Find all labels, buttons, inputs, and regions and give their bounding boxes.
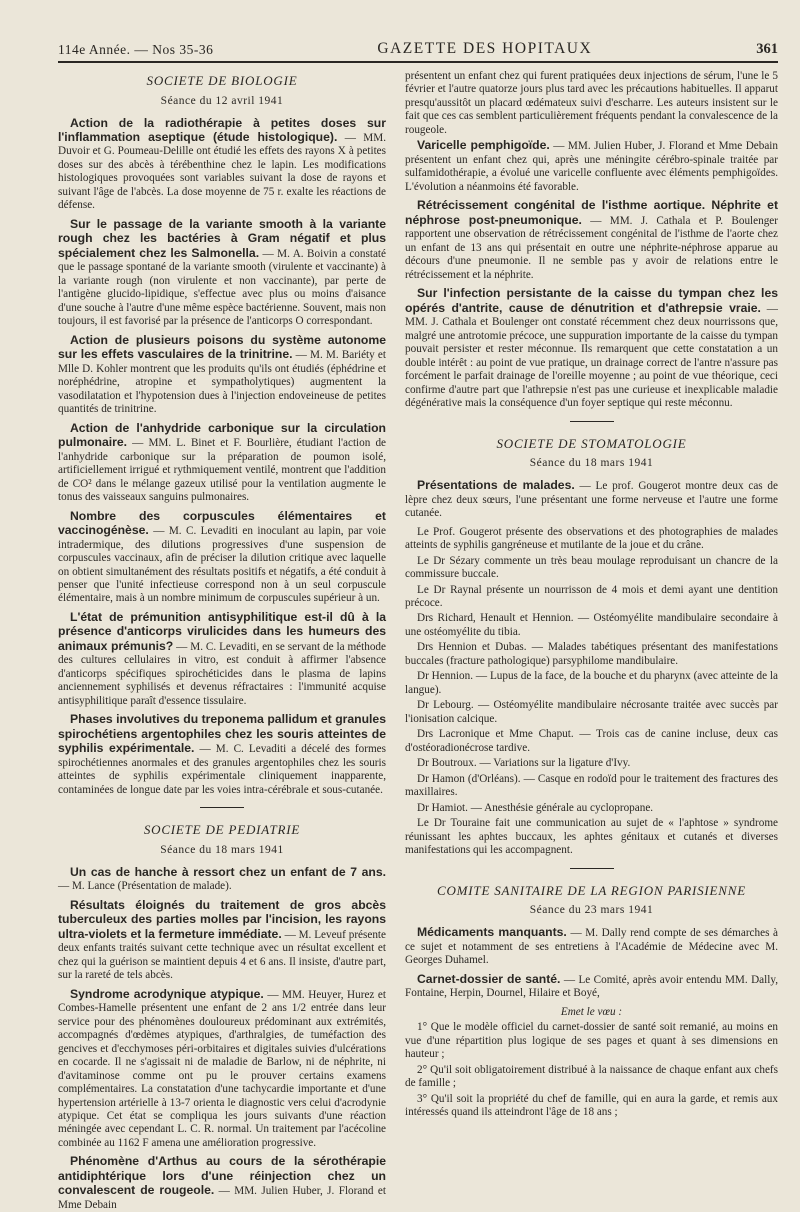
page-number: 361 xyxy=(756,41,778,57)
entry-body: — MM. L. Binet et F. Bourlière, étudiant l'action de l'anhydride carbonique sur la préparation de poumon isolé, artificiellement irrigué et rythmiquement ventilé, montrent que l'addition de CO² dans le mélange gazeux utilisé pour la ventilation augmente le tonus des vaisseaux sanguins pulmonaires. xyxy=(58,437,386,504)
article-entry xyxy=(405,479,778,520)
entry-body: — MM. J. Cathala et Boulenger ont constaté récemment chez deux nourrissons que, malgré une antrotomie précoce, une suppuration importante de la caisse du tympan pouvait persister et rester méconnue. Ils remarquent que cette constatation a un double intérêt : au point de vue pratique, un drainage correct de l'antre n'assure pas forcément le parfait drainage de l'oreille moyenne ; au point de vue théorique, ceci confirme d'autre part que l'athrepsie n'est pas une curieuse et inexplicable maladie dégénérative mais la conséquence d'un foyer septique qui reste méconnu. xyxy=(405,302,778,410)
article-entry xyxy=(58,510,386,606)
left-column xyxy=(58,70,387,1211)
article-entry xyxy=(58,218,386,329)
paragraph: Le Prof. Gougerot présente des observations et des photographies de malades atteints de syphilis gangréneuse et mutilante de la joue et du crâne. xyxy=(405,525,778,552)
entry-title: Phénomène d'Arthus au cours de la sérothérapie antidiphtérique lors d'une réinjection chez un convalescent de rougeole. xyxy=(58,1154,386,1198)
article-entry xyxy=(58,899,386,983)
session-date: Séance du 18 mars 1941 xyxy=(160,843,284,856)
section-title: COMITE SANITAIRE DE LA REGION PARISIENNE xyxy=(437,882,746,898)
article-entry xyxy=(405,287,778,410)
entry-title: Carnet-dossier de santé. xyxy=(417,971,561,986)
entry-body: — MM. J. Cathala et P. Boulenger rapportent une observation de rétrécissement congénital de l'isthme de l'aorte chez un enfant de 13 ans qui présentait en outre une néphrite-néphrose apparue au décours d'une pneumonie. Il ne semble pas y avoir de relations entre le rétrécissement et la néphrite. xyxy=(405,214,779,281)
article-entry xyxy=(58,117,386,213)
entry-title: Phases involutives du treponema pallidum et granules spirochétiens argentophiles chez les souris atteintes de syphilis expérimentale. xyxy=(58,712,386,756)
entry-body: — MM. Duvoir et G. Poumeau-Delille ont étudié les effets des rayons X à petites doses sur des abcès à térébenthine chez le lapin. Les modifications histologiques provoquées sont variables suivant la dose de rayons et suivant l'âge de l'abcès. La dose moyenne de 75 r. exalte les réactions de défense. xyxy=(58,131,386,212)
resolution-heading: Emet le vœu : xyxy=(560,1005,623,1018)
article-entry xyxy=(58,1155,386,1212)
issue-number: 114e Année. — Nos 35-36 xyxy=(58,42,214,57)
entry-title: Syndrome acrodynique atypique. xyxy=(70,986,264,1001)
paragraph: Drs Hennion et Dubas. — Malades tabétiques présentant des manifestations buccales (fracture pathologique) parsyphilome mandibulaire. xyxy=(405,641,778,667)
article-entry xyxy=(58,988,386,1151)
paragraph: 3° Qu'il soit la propriété du chef de famille, qui en aura la garde, et remis aux intéressés quand ils atteindront l'âge de 18 ans ; xyxy=(405,1092,778,1119)
entry-body: — M. M. Bariéty et Mlle D. Kohler montrent que les produits qu'ils ont étudiés (éphédrine et noréphédrine, atropine et sympatholytiques) augmentent la vasodilatation et l'hypotension dues à l'injection endoveineuse de petites quantités de trinitrine. xyxy=(58,349,386,416)
entry-title: Médicaments manquants. xyxy=(417,925,567,940)
article-entry xyxy=(405,926,778,967)
paragraph: Dr Hennion. — Lupus de la face, de la bouche et du pharynx (avec atteinte de la langue). xyxy=(405,670,778,696)
paragraph: 2° Qu'il soit obligatoirement distribué à la naissance de chaque enfant aux chefs de famille ; xyxy=(405,1063,778,1090)
article-entry xyxy=(58,713,386,797)
entry-title: Action de l'anhydride carbonique sur la circulation pulmonaire. xyxy=(58,420,386,450)
entry-body: — M. Lance (Présentation de malade). xyxy=(58,880,232,893)
entry-title: Nombre des corpuscules élémentaires et vaccinogénèse. xyxy=(58,508,386,538)
right-column xyxy=(405,70,778,1128)
session-date: Séance du 12 avril 1941 xyxy=(160,94,284,107)
session-date: Séance du 23 mars 1941 xyxy=(529,904,654,917)
entry-body: — M. A. Boivin a constaté que le passage spontané de la variante smooth (virulente et vaccinante) à la variante rough (non virulente et non vaccinante), par perte de l'antigène glucido-lipidique, s'effectue avec plus ou moins d'aisance d'une souche à l'autre d'une même espèce bactérienne. Souvent, mais non toujours, il est favorisé par la présence de l'anticorps O correspondant. xyxy=(58,247,386,328)
entry-body: — MM. Julien Huber, J. Florand et Mme Debain xyxy=(58,1185,387,1211)
article-entry xyxy=(58,866,386,894)
paragraph: Drs Richard, Henault et Hennion. — Ostéomyélite mandibulaire secondaire à une ostéomyélite du tibia. xyxy=(405,612,778,638)
entry-body: — M. C. Levaditi, en se servant de la méthode des cultures cellulaires in vitro, est conduit à affirmer l'absence d'anticorps spécifiques spirochéticides dans le plasma de lapins anciennement syphilisés et devenus réfractaires : l'immunité acquise antisyphilitique paraît d'essence tissulaire. xyxy=(58,640,386,707)
paragraph: Dr Lebourg. — Ostéomyélite mandibulaire nécrosante traitée avec succès par l'ionisation calcique. xyxy=(405,699,778,725)
paragraph: 1° Que le modèle officiel du carnet-dossier de santé soit remanié, au moins en vue d'une répartition plus logique de ses pages et quant à ses dimensions en hauteur ; xyxy=(405,1021,778,1061)
page-header xyxy=(58,28,778,63)
entry-title: Varicelle pemphigoïde. xyxy=(417,138,550,153)
article-entry xyxy=(405,973,778,1001)
paragraph: Le Dr Sézary commente un très beau moulage reproduisant un chancre de la commissure buccale. xyxy=(405,554,778,581)
paragraph: Drs Lacronique et Mme Chaput. — Trois cas de canine incluse, deux cas d'ostéoradionécrose tardive. xyxy=(405,728,778,754)
paragraph: Dr Hamiot. — Anesthésie générale au cyclopropane. xyxy=(417,801,654,814)
entry-body: — MM. Julien Huber, J. Florand et Mme Debain présentent un enfant chez qui, après une méningite cérébro-spinale traitée par sulfamidothérapie, a évolué une varicelle confluente avec éléments pemphigoïdes. L'évolution a néanmoins été favorable. xyxy=(405,140,778,193)
entry-title: Rétrécissement congénital de l'isthme aortique. Néphrite et néphrose post-pneumonique. xyxy=(405,198,778,227)
article-entry xyxy=(58,422,386,505)
entry-title: Résultats éloignés du traitement de gros abcès tuberculeux des parties molles par l'incision, les rayons ultra-violets et la fermeture immédiate. xyxy=(58,897,386,941)
entry-body: — Le Comité, après avoir entendu MM. Dally, Fontaine, Herpin, Dournel, Hilaire et Boyé, xyxy=(405,973,778,1000)
entry-title: L'état de prémunition antisyphilitique est-il dû à la présence d'anticorps virulicides dans les humeurs des animaux prémunis? xyxy=(58,609,386,653)
section-divider xyxy=(200,807,244,808)
entry-title: Présentations de malades. xyxy=(417,478,575,493)
section-divider xyxy=(570,421,614,422)
entry-title: Un cas de hanche à ressort chez un enfant de 7 ans. xyxy=(70,864,386,879)
paragraph: Dr Hamon (d'Orléans). — Casque en rodoïd pour le traitement des fractures des maxillaires. xyxy=(405,772,778,799)
entry-title: Action de plusieurs poisons du système autonome sur les effets vasculaires de la trinitrine. xyxy=(58,332,386,362)
section-title: SOCIETE DE STOMATOLOGIE xyxy=(496,435,687,451)
entry-title: Sur l'infection persistante de la caisse du tympan chez les opérés d'antrite, cause de dénutrition et d'athrepsie vraie. xyxy=(405,286,778,315)
entry-body: — Le prof. Gougerot montre deux cas de lèpre chez deux sœurs, l'une présentant une forme nerveuse et l'autre une forme cutanée. xyxy=(405,480,778,520)
journal-title: GAZETTE DES HOPITAUX xyxy=(377,40,593,57)
article-entry xyxy=(58,334,386,417)
entry-body: — MM. Heuyer, Hurez et Combes-Hamelle présentent une enfant de 2 ans 1/2 entrée dans leur service pour des phénomènes douloureux prédominant aux extrémités, accompagnés d'œdèmes atypiques, d'arthralgies, de tuméfaction des gencives et d'ecchymoses péri-orbitaires et digitales suivies d'ulcérations en cocarde. Il ne s'agissait ni de maladie de Barlow, ni de néphrite, ni d'avitaminose comme ont pu le prouver certains examens complémentaires. La constatation d'une tachycardie importante et d'une hypertension artérielle à 13-7 orienta le diagnostic vers celui d'acrodynie atypique. Cet état se compliqua les jours suivants d'une réaction méningée avec cependant L. C. R. normal. Un traitement par l'acécoline combinée au 1162 F amena une amélioration progressive. xyxy=(58,988,386,1149)
section-title: SOCIETE DE BIOLOGIE xyxy=(146,73,298,88)
paragraph: Le Dr Touraine fait une communication au sujet de « l'aphtose » syndrome réunissant les aphtes buccaux, les aphtes génitaux et cutanés et diverses manifestations qui les accompagnent. xyxy=(405,817,778,857)
article-entry xyxy=(405,199,778,282)
section-title: SOCIETE DE PEDIATRIE xyxy=(143,822,301,838)
paragraph: Le Dr Raynal présente un nourrisson de 4 mois et demi ayant une dentition précoce. xyxy=(405,583,778,609)
entry-body: — M. Dally rend compte de ses démarches à ce sujet et notamment de ses entretiens à l'Académie de Médecine avec M. Georges Duhamel. xyxy=(405,927,779,967)
paragraph: Dr Boutroux. — Variations sur la ligature d'Ivy. xyxy=(417,757,631,770)
article-entry xyxy=(405,139,778,194)
section-divider xyxy=(570,868,614,869)
entry-body: — M. C. Levaditi en inoculant au lapin, par voie intradermique, des dilutions progressives d'une suspension de corpuscules vaccinaux, afin de préciser la dilution critique avec laquelle on obtient simultanément des résultats positifs et négatifs, a été conduit à penser que l'unité infectieuse correspond non à un seul corpuscule élémentaire, mais à un nombre minimum de corpuscules supérieur à un. xyxy=(58,525,386,605)
entry-title: Action de la radiothérapie à petites doses sur l'inflammation aseptique (étude histologique). xyxy=(58,115,386,144)
session-date: Séance du 18 mars 1941 xyxy=(529,457,654,470)
entry-title: Sur le passage de la variante smooth à la variante rough chez les bactéries à Gram négatif et plus spécialement chez les Salmonella. xyxy=(58,216,386,260)
entry-body: — M. Leveuf présente deux enfants traités suivant cette technique avec un résultat excellent et chez qui la guérison se maintient depuis 4 et 6 ans. Il insiste, d'autre part, sur la rareté de tels abcès. xyxy=(58,928,386,982)
continued-text: présentent un enfant chez qui furent pratiquées deux injections de sérum, l'une le 5 février et l'autre quatorze jours plus tard avec les précautions habituelles. Il apparut presqu'aussitôt un placard œdémateux suivi d'escharre. Les auteurs insistent sur le fait que ces cas semblent particulièrement fréquents pendant la convalescence de la rougeole. xyxy=(405,70,778,136)
article-entry xyxy=(58,611,386,708)
entry-body: — M. C. Levaditi a décelé des formes spirochétiennes anormales et des granules argentophiles chez les souris atteintes de syphilis expérimentale cliniquement inapparente, contaminées de longue date par les voies intra-cérébrale et sous-cutanée. xyxy=(58,743,386,796)
